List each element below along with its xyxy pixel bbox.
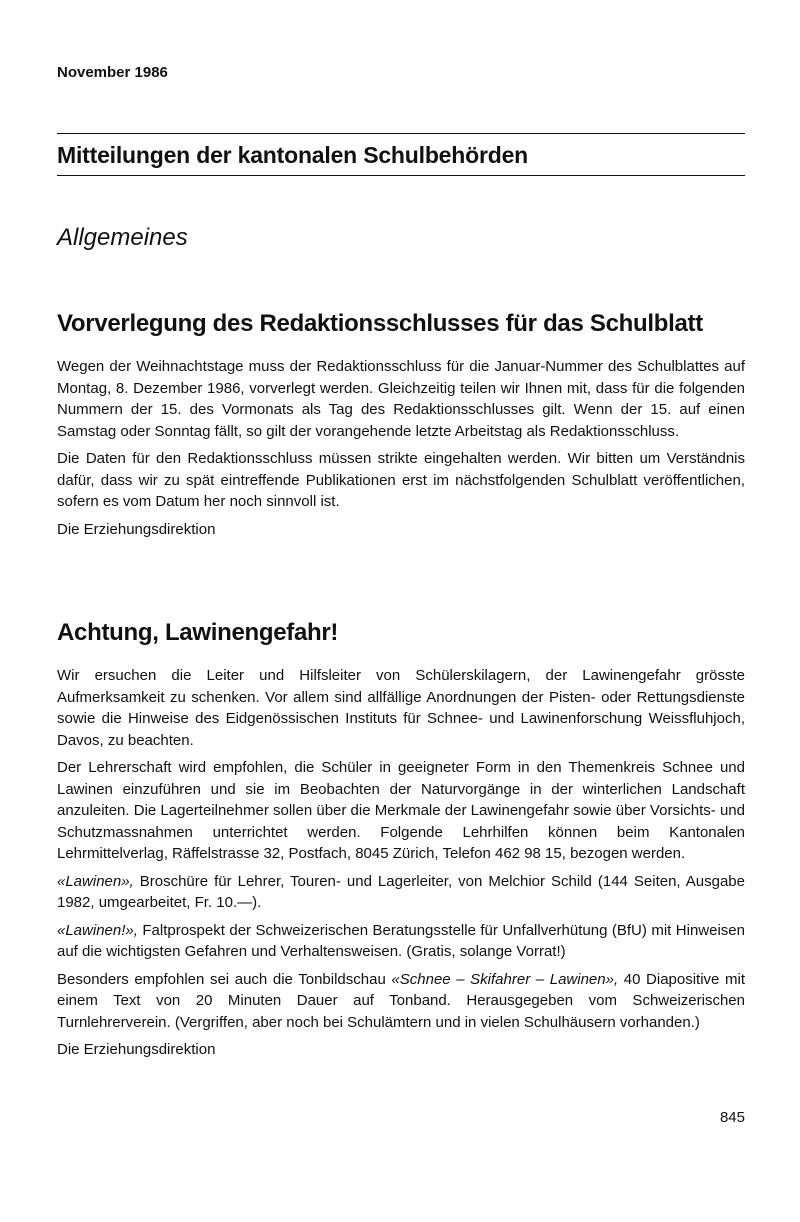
publication-title: «Schnee – Skifahrer – Lawinen», xyxy=(391,970,619,988)
paragraph: Wegen der Weihnachtstage muss der Redaktionsschluss für die Januar-Nummer des Schulblattes auf Montag, 8. Dezember 1986, vorverlegt werden. Gleichzeitig teilen wir Ihnen mit, dass für die folgenden Nummern der 15. des Vormonats als Tag des Redaktionsschlusses gilt. Wenn der 15. auf einen Samstag oder Sonntag fällt, so gilt der vorangehende letzte Arbeitstag als Redaktionsschluss. xyxy=(57,358,745,440)
document-page xyxy=(57,0,745,1222)
publication-description: Faltprospekt der Schweizerischen Beratungsstelle für Unfallverhütung (BfU) mit Hinweisen auf die wichtigsten Gefahren und Verhaltensweisen. (Gratis, solange Vorrat!) xyxy=(57,921,745,960)
article-body-redaktionsschluss xyxy=(57,356,745,546)
section-title: Mitteilungen der kantonalen Schulbehörden xyxy=(57,142,529,168)
paragraph: Die Daten für den Redaktionsschluss müssen strikte eingehalten werden. Wir bitten um Verständnis dafür, dass wir zu spät eintreffende Publikationen erst im nächstfolgenden Schulblatt veröffentlichen, sofern es vom Datum her noch sinnvoll ist. xyxy=(57,450,745,510)
paragraph xyxy=(57,920,745,963)
article-title-lawinengefahr: Achtung, Lawinengefahr! xyxy=(57,619,339,646)
article-title-redaktionsschluss: Vorverlegung des Redaktionsschlusses für das Schulblatt xyxy=(57,310,703,337)
publication-title: «Lawinen!», xyxy=(57,921,138,939)
paragraph xyxy=(57,871,745,914)
text-segment: Besonders empfohlen sei auch die Tonbildschau xyxy=(57,970,392,988)
publication-title: «Lawinen», xyxy=(57,872,134,890)
bottom-rule xyxy=(57,175,745,176)
paragraph: Wir ersuchen die Leiter und Hilfsleiter von Schülerskilagern, der Lawinengefahr grösste Aufmerksamkeit zu schenken. Vor allem sind allfällige Anordnungen der Pisten- oder Rettungsdienste sowie die Hinweise des Eidgenössischen Instituts für Schnee- und Lawinenforschung Weissfluhjoch, Davos, zu beachten. xyxy=(57,667,745,749)
paragraph xyxy=(57,969,745,1034)
category-heading: Allgemeines xyxy=(57,224,188,251)
paragraph: Der Lehrerschaft wird empfohlen, die Schüler in geeigneter Form in den Themenkreis Schnee und Lawinen einzuführen und sie im Beobachten der Naturvorgänge in der winterlichen Landschaft anzuleiten. Die Lagerteilnehmer sollen über die Merkmale der Lawinengefahr sowie über Vorsichts- und Schutzmassnahmen unterrichtet werden. Folgende Lehrhilfen können beim Kantonalen Lehrmittelverlag, Räffelstrasse 32, Postfach, 8045 Zürich, Telefon 462 98 15, bezogen werden. xyxy=(57,759,745,862)
signature: Die Erziehungsdirektion xyxy=(57,1041,216,1058)
article-body-lawinengefahr xyxy=(57,665,745,1067)
publication-description: Broschüre für Lehrer, Touren- und Lagerleiter, von Melchior Schild (144 Seiten, Ausgabe 1982, umgearbeitet, Fr. 10.—). xyxy=(57,872,745,911)
top-rule xyxy=(57,133,745,134)
text-segment: 40 Diapositive mit einem Text von 20 Minuten Dauer auf Tonband. Herausgegeben vom Schweizerischen Turnlehrerverein. (Vergriffen, aber noch bei Schulämtern und in vielen Schulhäusern vorhanden.) xyxy=(57,970,745,1031)
issue-date: November 1986 xyxy=(57,64,168,81)
page-number: 845 xyxy=(719,1109,745,1126)
signature: Die Erziehungsdirektion xyxy=(57,520,216,538)
